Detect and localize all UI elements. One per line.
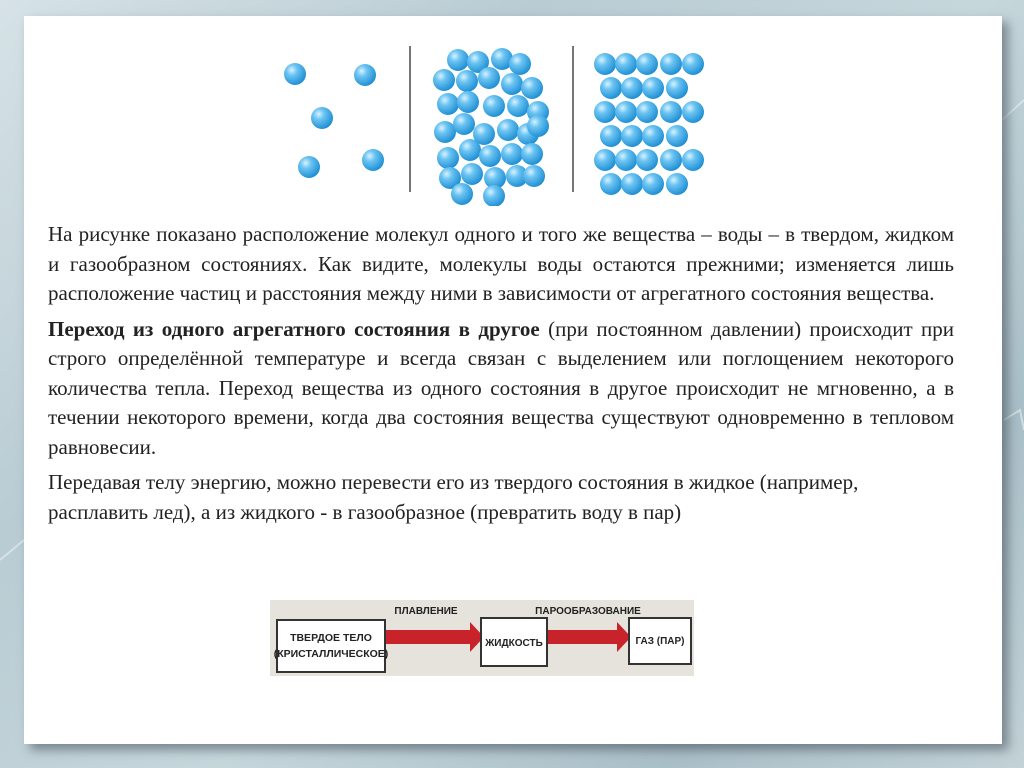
solid-molecule: [636, 53, 658, 75]
solid-molecule: [666, 77, 688, 99]
solid-molecule: [621, 125, 643, 147]
solid-molecule: [636, 149, 658, 171]
paragraph-energy-transfer: Передавая телу энергию, можно перевести его из твердого состояния в жидкое (например, расплавить лед), а из жидкого - в газообразное (превратить воду в пар): [48, 470, 859, 524]
liquid-molecule: [447, 49, 469, 71]
liquid-molecule: [521, 143, 543, 165]
liquid-molecule: [461, 163, 483, 185]
paragraph-arrangement: На рисунке показано расположение молекул одного и того же вещества – воды – в твердом, жидком и газообразном состояниях. Как видите, молекулы воды остаются прежними; изменяется лишь расположение частиц и расстояния между ними в зависимости от агрегатного состояния вещества.: [48, 222, 954, 305]
solid-molecule: [621, 77, 643, 99]
liquid-molecule: [483, 185, 505, 206]
liquid-molecule: [451, 183, 473, 205]
phase-transition-diagram: [270, 600, 694, 676]
gas-molecule: [362, 149, 384, 171]
liquid-molecule: [456, 70, 478, 92]
liquid-molecule: [521, 77, 543, 99]
body-text: [48, 220, 954, 533]
solid-molecule: [600, 77, 622, 99]
solid-molecule: [615, 101, 637, 123]
solid-molecule: [642, 125, 664, 147]
solid-molecule: [660, 53, 682, 75]
liquid-molecule: [497, 119, 519, 141]
liquid-molecule: [507, 95, 529, 117]
liquid-label: ЖИДКОСТЬ: [485, 638, 543, 649]
liquid-molecule: [478, 67, 500, 89]
liquid-molecule: [523, 165, 545, 187]
gas-molecule: [284, 63, 306, 85]
solid-molecule: [621, 173, 643, 195]
paragraph-phase-transition: [48, 315, 954, 463]
liquid-molecule: [457, 91, 479, 113]
solid-molecule: [682, 101, 704, 123]
liquid-molecule: [453, 113, 475, 135]
solid-molecule: [660, 101, 682, 123]
liquid-molecule: [483, 95, 505, 117]
arrow-vaporization-shaft: [546, 630, 618, 644]
phase-diagram-svg: [270, 600, 694, 676]
phase-transition-term: Переход из одного агрегатного состояния в другое: [48, 316, 540, 341]
liquid-molecule: [501, 73, 523, 95]
gas-molecule: [354, 64, 376, 86]
solid-molecule: [615, 53, 637, 75]
liquid-molecule: [479, 145, 501, 167]
solid-label-line1: ТВЕРДОЕ ТЕЛО: [290, 632, 372, 644]
molecule-arrangement-svg: [262, 38, 728, 206]
gas-molecule: [298, 156, 320, 178]
solid-molecule: [615, 149, 637, 171]
solid-molecule: [594, 53, 616, 75]
liquid-molecule: [527, 115, 549, 137]
solid-molecule: [666, 173, 688, 195]
solid-molecule: [600, 125, 622, 147]
solid-molecule: [642, 77, 664, 99]
solid-molecule: [642, 173, 664, 195]
solid-molecule: [636, 101, 658, 123]
molecule-arrangement-figure: [262, 38, 728, 206]
solid-molecule: [666, 125, 688, 147]
liquid-molecule: [434, 121, 456, 143]
vaporization-label: ПАРООБРАЗОВАНИЕ: [535, 606, 641, 617]
gas-molecule: [311, 107, 333, 129]
solid-state-box: [277, 620, 385, 672]
solid-molecule: [600, 173, 622, 195]
liquid-molecule: [459, 139, 481, 161]
liquid-molecule: [433, 69, 455, 91]
solid-label-line2: (КРИСТАЛЛИЧЕСКОЕ): [273, 648, 389, 660]
liquid-molecule: [437, 93, 459, 115]
solid-molecule: [594, 149, 616, 171]
arrow-melting-shaft: [385, 630, 471, 644]
solid-molecule: [594, 101, 616, 123]
gas-label: ГАЗ (ПАР): [635, 636, 685, 647]
melting-label: ПЛАВЛЕНИЕ: [394, 606, 458, 617]
phase-transition-text: (при постоянном давлении) происходит при строго определённой температуре и всегда связан с выделением или поглощением некоторого количества тепла. Переход вещества из одного состояния в другое происходит не мгновенно, а в течении некоторого времени, когда два состояния вещества существуют одновременно в тепловом равновесии.: [48, 316, 955, 459]
solid-molecule: [660, 149, 682, 171]
liquid-molecule: [437, 147, 459, 169]
solid-molecule: [682, 149, 704, 171]
liquid-molecule: [501, 143, 523, 165]
solid-molecule: [682, 53, 704, 75]
liquid-molecule: [509, 53, 531, 75]
